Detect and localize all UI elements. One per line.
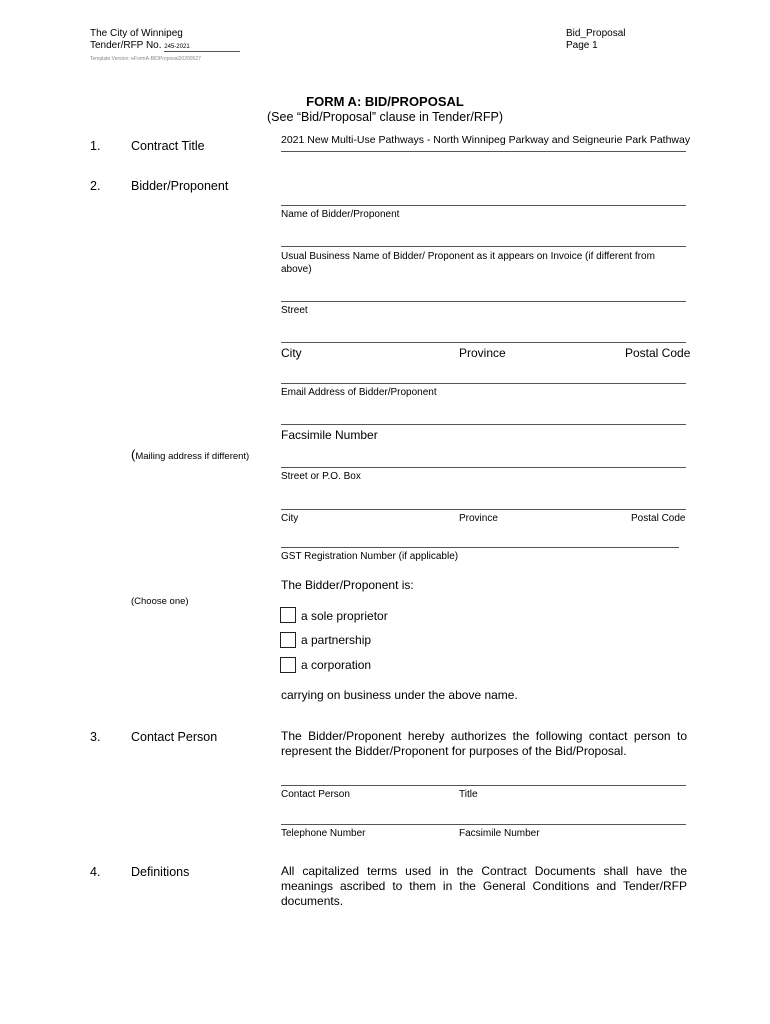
sole-proprietor-checkbox[interactable]	[280, 607, 296, 623]
city-label: City	[281, 346, 302, 360]
contact-phone-fax-field[interactable]	[281, 824, 686, 825]
org-name: The City of Winnipeg	[90, 28, 183, 39]
contact-facsimile-label: Facsimile Number	[459, 828, 540, 839]
email-field[interactable]	[281, 383, 686, 384]
mailing-street-label: Street or P.O. Box	[281, 471, 361, 482]
section-2-number: 2.	[90, 179, 101, 193]
bidder-name-field[interactable]	[281, 205, 686, 206]
mailing-street-field[interactable]	[281, 467, 686, 468]
telephone-number-label: Telephone Number	[281, 828, 366, 839]
city-province-postal-field[interactable]	[281, 342, 686, 343]
form-subtitle: (See “Bid/Proposal” clause in Tender/RFP)	[267, 110, 503, 124]
section-4-number: 4.	[90, 865, 101, 879]
partnership-checkbox[interactable]	[280, 632, 296, 648]
gst-label: GST Registration Number (if applicable)	[281, 551, 459, 562]
postal-code-label: Postal Code	[625, 346, 691, 360]
mailing-province-label: Province	[459, 513, 498, 524]
contract-title-field[interactable]: 2021 New Multi-Use Pathways - North Winnipeg Parkway and Seigneurie Park Pathway	[281, 134, 691, 146]
bidder-name-label: Name of Bidder/Proponent	[281, 209, 400, 220]
tender-label: Tender/RFP No.	[90, 40, 162, 51]
mailing-paren: (	[131, 447, 136, 462]
contract-title-line	[281, 151, 686, 152]
business-name-field[interactable]	[281, 246, 686, 247]
corporation-checkbox[interactable]	[280, 657, 296, 673]
mailing-city-province-postal-field[interactable]	[281, 509, 686, 510]
gst-field[interactable]	[281, 547, 679, 548]
bidder-is-label: The Bidder/Proponent is:	[281, 578, 414, 592]
contact-person-title-field[interactable]	[281, 785, 686, 786]
mailing-address-note	[131, 447, 249, 462]
definitions-text: All capitalized terms used in the Contract Documents shall have the meanings ascribed to them in the General Conditions and Tender/RFP documents.	[281, 864, 687, 908]
section-3-number: 3.	[90, 730, 101, 744]
province-label: Province	[459, 346, 506, 360]
corporation-label: a corporation	[301, 658, 372, 672]
choose-one-label: (Choose one)	[131, 596, 189, 607]
mailing-postal-code-label: Postal Code	[631, 513, 686, 524]
section-1-number: 1.	[90, 139, 101, 153]
contact-person-label: Contact Person	[281, 789, 350, 800]
contact-title-label: Title	[459, 789, 478, 800]
page-number: Page 1	[566, 40, 598, 51]
contact-authorization-text: The Bidder/Proponent hereby authorizes the following contact person to represent the Bidder/Proponent for purposes of the Bid/Proposal.	[281, 729, 687, 758]
facsimile-label: Facsimile Number	[281, 428, 378, 442]
mailing-city-label: City	[281, 513, 299, 524]
mailing-address-label: Mailing address if different)	[135, 451, 250, 462]
business-name-label: Usual Business Name of Bidder/ Proponent as it appears on Invoice (if different from	[281, 251, 655, 262]
section-4-heading: Definitions	[131, 865, 190, 879]
section-2-heading: Bidder/Proponent	[131, 179, 229, 193]
tender-number-row	[90, 40, 240, 52]
partnership-label: a partnership	[301, 633, 372, 647]
facsimile-field[interactable]	[281, 424, 686, 425]
section-1-heading: Contract Title	[131, 139, 205, 153]
street-label: Street	[281, 305, 308, 316]
business-name-label-cont: above)	[281, 264, 312, 275]
tender-number: 245-2021	[164, 43, 240, 52]
template-version-note: Template Version: eFormA-BIDProposal20200527	[90, 56, 201, 62]
form-title: FORM A: BID/PROPOSAL	[306, 94, 464, 109]
document-name: Bid_Proposal	[566, 28, 626, 39]
email-label: Email Address of Bidder/Proponent	[281, 387, 437, 398]
street-field[interactable]	[281, 301, 686, 302]
carrying-on-business-text: carrying on business under the above name.	[281, 688, 518, 702]
section-3-heading: Contact Person	[131, 730, 218, 744]
sole-proprietor-label: a sole proprietor	[301, 609, 388, 623]
